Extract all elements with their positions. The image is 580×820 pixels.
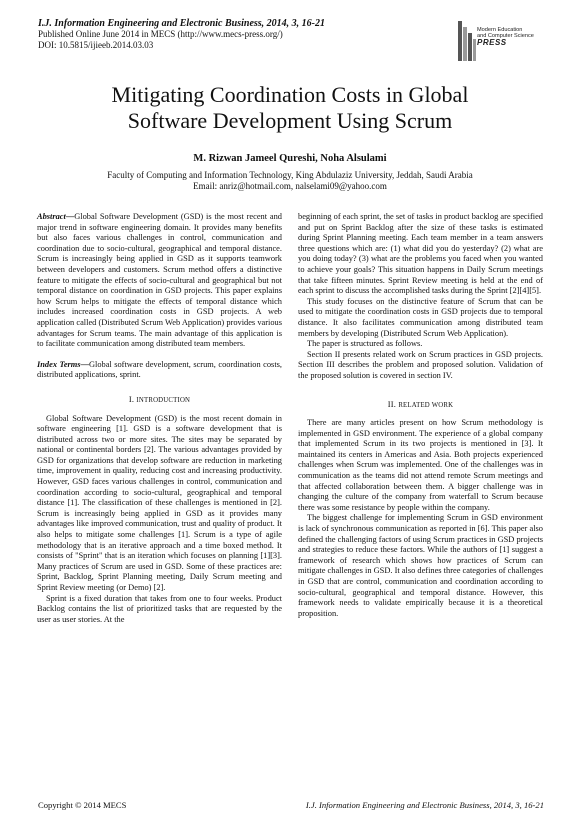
related-work-paragraph-1: There are many articles present on how Scrum methodology is implemented in GSD environment. The experience of a global company that implemented Scrum in its two projects is mentioned in [3]. It maintained its centers in Americas and Asia. Both projects experienced challenges when Scrum was implemented. One of the challenges was in communication as the teams did not attend remote Scrum meetings and that affected collaboration between them. A bigger challenge was in changing the culture of the company from waterfall to Scrum because there was some resistance by people within the company. <box>298 418 543 512</box>
mecs-logo <box>456 17 546 65</box>
mecs-logo-mark <box>456 19 478 63</box>
intro-paragraph-3: This study focuses on the distinctive feature of Scrum that can be used to mitigate the coordination costs in GSD projects due to temporal distance. It also facilitates communication among distributed team members by developing (Distributed Scrum Web Application). <box>298 296 543 338</box>
doi-line: DOI: 10.5815/ijieeb.2014.03.03 <box>38 40 154 50</box>
published-line: Published Online June 2014 in MECS (http://www.mecs-press.org/) <box>38 29 283 39</box>
footer-journal-ref: I.J. Information Engineering and Electronic Business, 2014, 3, 16-21 <box>305 800 544 810</box>
title-line-1: Mitigating Coordination Costs in Global <box>111 82 469 107</box>
abstract-text: Global Software Development (GSD) is the most recent and major trend in software engineering domain. It provides many benefits but also faces various challenges in control, communication and coordination due to socio-cultural, geographical and temporal distance. Scrum is increasingly being applied in GSD as it supports teamwork between developers and customers. Scrum method offers a distinctive feature to mitigate the effects of socio-cultural and geographical but not temporal distance on coordination in GSD projects. This paper explains how Scrum helps to mitigate the effects of temporal distance which includes increased coordination costs in GSD projects. A web application called (Distributed Scrum Web Application) provides various advantages for Scrum teams. The main advantage of this application is to facilitate communication among distributed team members. <box>37 212 282 349</box>
intro-paragraph-2: Sprint is a fixed duration that takes from one to four weeks. Product Backlog contains the list of prioritized tasks that are requested by the user as user stories. At the <box>37 593 282 624</box>
index-terms-text: Global software development, scrum, coordination costs, distributed applications, sprint. <box>37 359 282 380</box>
intro-paragraph-continued: beginning of each sprint, the set of tasks in product backlog are specified and put on Sprint Backlog after the size of these tasks is estimated during Sprint Planning meeting. Each team member in a team answers three questions which are: (1) what did you do yesterday? (2) what are you doing today? (3) what are the problems you faced when you wanted to achieve your goals? This situation happens in Daily Scrum meetings that take fifteen minutes. Sprint Review meeting is held at the end of each sprint to discuss the accomplished tasks during the Sprint [2][4][5]. <box>298 212 543 296</box>
author-emails: Email: anriz@hotmail.com, nalselami09@yahoo.com <box>193 181 387 191</box>
intro-paragraph-4: The paper is structured as follows. <box>307 339 423 349</box>
affiliation: Faculty of Computing and Information Technology, King Abdulaziz University, Jeddah, Saudi Arabia <box>107 170 473 180</box>
section-number: I. <box>128 394 137 404</box>
related-work-paragraph-2: The biggest challenge for implementing Scrum in GSD environment is lack of synchronous communication as reported in [6]. This paper also defined the challenging factors of using Scrum practices in GSD projects and strategies to reduce these factors. While the authors of [1] suggest a framework of research which shows how practices of Scrum can mitigate challenges in GSD. It also defines three categories of challenges in GSD that are control, communication and coordination according to socio-cultural, geographical and temporal distance. However, this framework needs to validate empirically because it is a theoretical proposition. <box>298 513 543 618</box>
journal-issue: , 2014, 3, 16-21 <box>261 18 326 29</box>
logo-press: PRESS <box>477 37 507 47</box>
footer-copyright: Copyright © 2014 MECS <box>38 800 127 810</box>
section-number: II. <box>387 399 399 409</box>
intro-paragraph-5: Section II presents related work on Scrum practices in GSD projects. Section III describes the problem and proposed solution. Validation of the proposed solution is covered in section IV. <box>298 349 543 380</box>
authors: M. Rizwan Jameel Qureshi, Noha Alsulami <box>193 153 387 164</box>
logo-line-2: and Computer Science <box>477 33 534 40</box>
section-heading-introduction <box>37 395 282 407</box>
left-column <box>37 212 282 625</box>
page-header <box>38 18 458 51</box>
title-line-2: Software Development Using Scrum <box>127 108 453 133</box>
right-column <box>298 212 543 619</box>
logo-text <box>477 27 547 46</box>
journal-line <box>38 18 458 29</box>
section-title: RELATED WORK <box>398 401 454 409</box>
index-terms <box>37 360 282 381</box>
intro-paragraph-1: Global Software Development (GSD) is the most recent domain in software engineering [1]. GSD is a software development that is distributed across two or more sites. The sites may be separated by national or continental borders [2]. The various advantages provided by GSD for organizations that develop software are reduction in marketing time, improvement in quality, reducing cost and increasing productivity. However, GSD faces various challenges in control, communication and coordination according to socio-cultural, geographical and temporal distance [1]. The classification of these challenges is mentioned in [2]. Scrum is increasingly being applied in GSD as it provides many advantages like improved communication, trust and quality of product. It also helps to mitigate some challenges [1]. Scrum is a type of agile methodology that is an iterative approach and a time boxed method. It consists of "Sprint" that is an iteration which focuses on planning [1][3]. Many practices of Scrum are used in GSD. Some of these practices are: Sprint, Backlog, Sprint Planning meeting, Daily Scrum meeting and Sprint Review meeting (or Demo) [2]. <box>37 413 282 592</box>
index-terms-label: Index Terms— <box>37 359 89 369</box>
section-heading-related-work <box>298 400 543 412</box>
abstract <box>37 212 282 350</box>
journal-name: I.J. Information Engineering and Electronic Business <box>38 18 262 29</box>
section-title: INTRODUCTION <box>136 396 191 404</box>
abstract-label: Abstract— <box>37 212 75 221</box>
logo-line-1: Modern Education <box>477 27 523 33</box>
paper-title <box>40 82 540 134</box>
